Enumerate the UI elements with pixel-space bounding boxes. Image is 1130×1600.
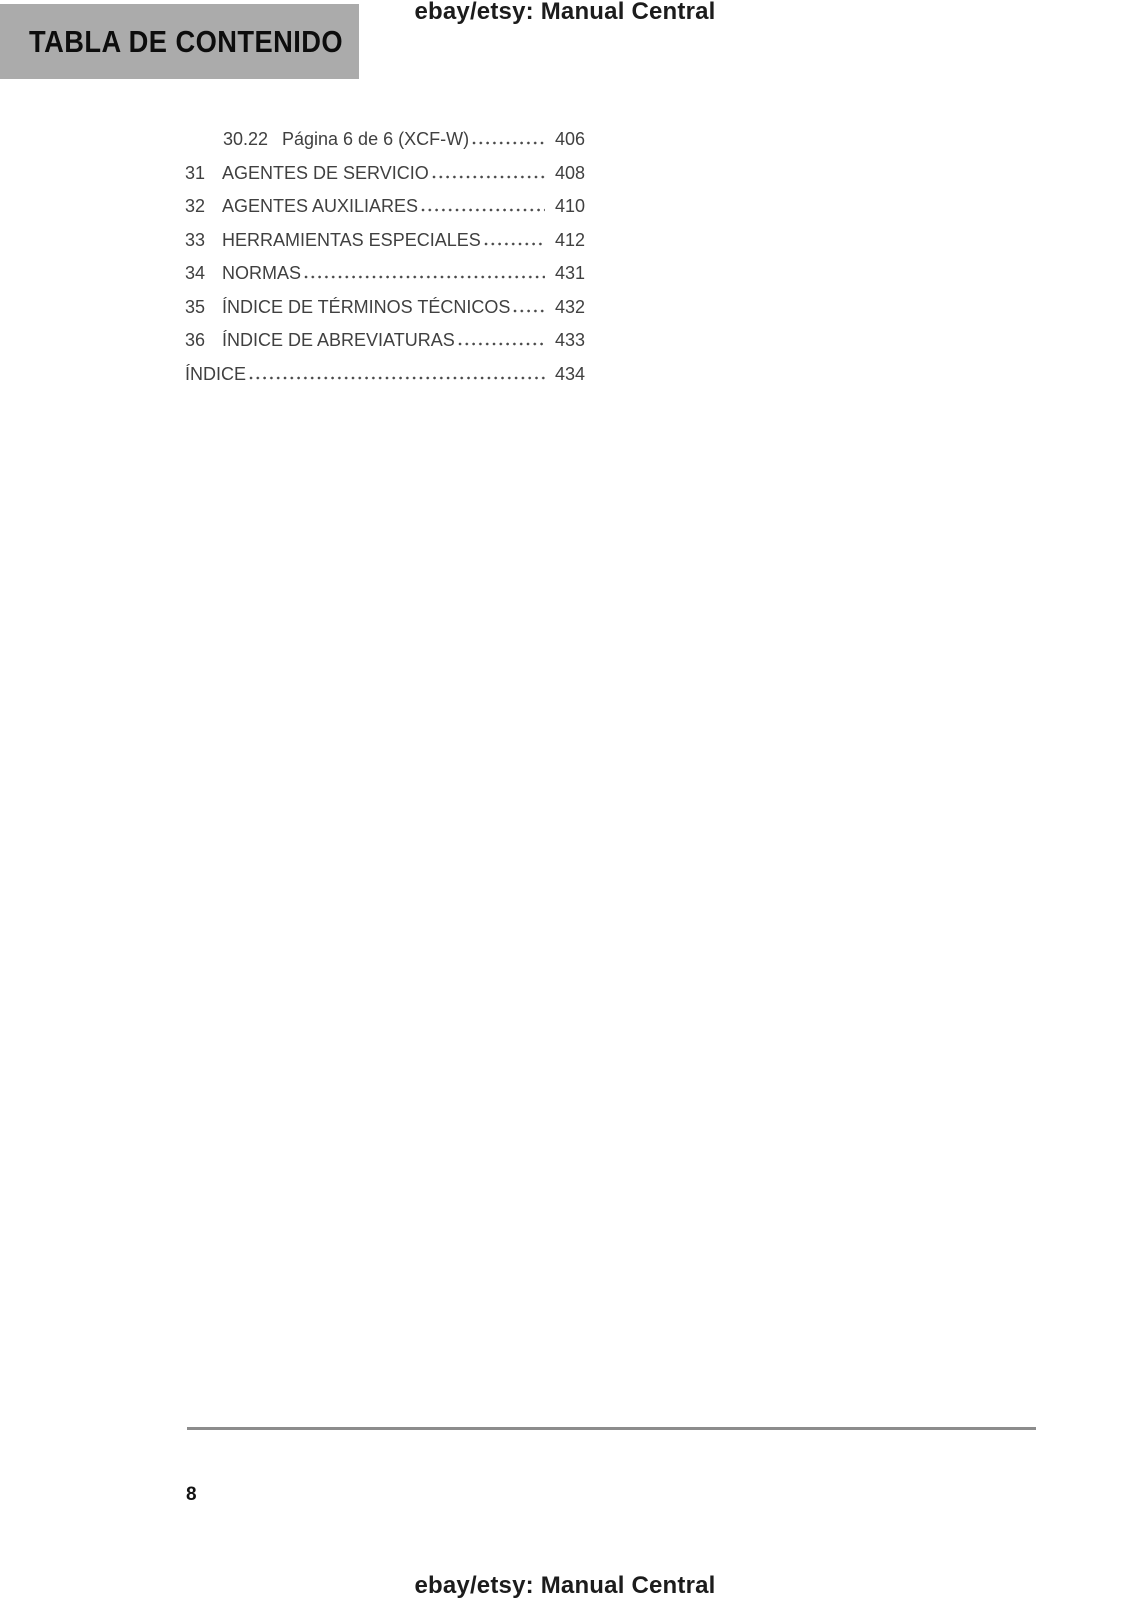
section-title: TABLA DE CONTENIDO xyxy=(29,23,344,59)
toc-entry-title: NORMAS xyxy=(222,263,302,283)
footer-rule xyxy=(187,1427,1036,1430)
toc-list xyxy=(185,123,585,391)
toc-entry xyxy=(185,123,585,157)
toc-entry-title: ÍNDICE xyxy=(185,363,247,384)
toc-entry-page: 434 xyxy=(554,363,585,384)
toc-entry xyxy=(185,224,585,258)
toc-leader-dots xyxy=(513,309,545,313)
toc-entry-number: 35 xyxy=(185,296,206,317)
toc-leader-dots xyxy=(304,275,545,279)
toc-entry xyxy=(185,324,585,358)
toc-entry-title: AGENTES DE SERVICIO xyxy=(222,162,429,183)
toc-leader-dots xyxy=(421,208,545,212)
toc-entry xyxy=(185,190,585,224)
toc-entry xyxy=(185,291,585,325)
toc-leader-dots xyxy=(472,141,545,145)
toc-entry-page: 412 xyxy=(554,229,585,250)
toc-entry-number: 34 xyxy=(185,263,206,283)
toc-entry-page: 408 xyxy=(554,162,585,183)
section-title-box xyxy=(0,4,359,79)
toc-entry-title: Página 6 de 6 (XCF-W) xyxy=(282,129,470,149)
toc-leader-dots xyxy=(432,175,545,179)
toc-leader-dots xyxy=(484,242,545,246)
toc-entry-title: AGENTES AUXILIARES xyxy=(222,196,419,216)
toc-entry-number: 32 xyxy=(185,196,206,216)
toc-leader-dots xyxy=(458,342,545,346)
toc-entry xyxy=(185,358,585,392)
page-footer-title: ebay/etsy: Manual Central xyxy=(414,1572,716,1599)
toc-leader-dots xyxy=(249,376,545,380)
toc-entry-number: 31 xyxy=(185,162,206,183)
toc-entry-page: 431 xyxy=(554,263,585,283)
toc-entry-title: ÍNDICE DE ABREVIATURAS xyxy=(222,330,455,350)
toc-entry-number: 33 xyxy=(185,229,206,250)
toc-entry-page: 432 xyxy=(554,296,585,317)
toc-entry xyxy=(185,257,585,291)
toc-entry-page: 433 xyxy=(554,330,585,350)
toc-entry-page: 410 xyxy=(554,196,585,216)
toc-entry-title: HERRAMIENTAS ESPECIALES xyxy=(222,229,481,250)
toc-entry-page: 406 xyxy=(554,129,585,149)
toc-entry xyxy=(185,157,585,191)
page-number: 8 xyxy=(186,1484,197,1505)
toc-entry-number: 36 xyxy=(185,330,206,350)
toc-entry-number: 30.22 xyxy=(223,129,269,149)
toc-entry-title: ÍNDICE DE TÉRMINOS TÉCNICOS xyxy=(222,296,511,317)
page-header-title: ebay/etsy: Manual Central xyxy=(414,0,716,25)
